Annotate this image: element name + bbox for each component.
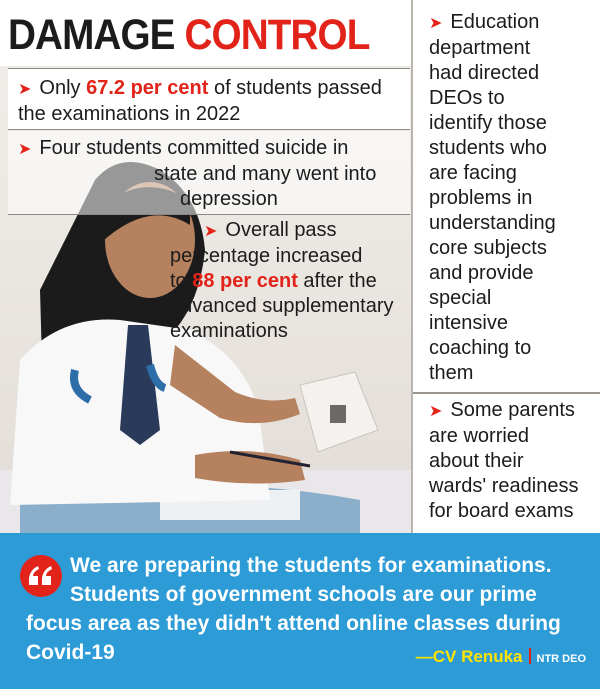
attribution xyxy=(416,647,586,667)
quote-line: Students of government schools are our prime xyxy=(70,583,537,606)
red-arrow-icon: ➤ xyxy=(18,81,32,98)
fact-line: identify those xyxy=(429,112,547,134)
fact-line: examinations xyxy=(170,320,288,342)
fact-line: coaching to xyxy=(429,337,532,359)
fact-line: wards' readiness xyxy=(429,475,579,497)
fact-line: depression xyxy=(180,188,278,210)
fact-text: to xyxy=(170,270,193,292)
fact-line: and provide xyxy=(429,262,534,284)
quote-line: Covid-19 xyxy=(26,641,115,664)
fact-line: problems in xyxy=(429,187,533,209)
fact-line: understanding xyxy=(429,212,556,234)
fact-highlight: 88 per cent xyxy=(192,270,298,292)
quote-line: focus area as they didn't attend online classes during xyxy=(26,612,561,635)
fact-line: Four students committed suicide in xyxy=(39,137,349,159)
divider xyxy=(413,392,600,394)
fact-text: Only xyxy=(39,77,87,99)
fact-line: state and many went into xyxy=(154,163,377,185)
fact-line: had directed xyxy=(429,62,540,84)
red-arrow-icon: ➤ xyxy=(429,403,443,420)
right-column xyxy=(411,0,600,533)
attribution-separator xyxy=(529,648,531,664)
fact-line: for board exams xyxy=(429,500,574,522)
fact-line: are facing xyxy=(429,162,517,184)
fact-line: Some parents xyxy=(450,399,575,421)
fact-line: students who xyxy=(429,137,547,159)
fact-text: after the xyxy=(297,270,377,292)
red-arrow-icon: ➤ xyxy=(18,141,32,158)
attribution-role: NTR DEO xyxy=(536,653,586,665)
fact-line: special xyxy=(429,287,492,309)
fact-text: of students passed the examinations in 2022 xyxy=(18,77,382,125)
fact-pass-rate xyxy=(8,68,410,130)
fact-line: intensive xyxy=(429,312,508,334)
fact-overall-pass xyxy=(160,216,410,344)
fact-highlight: 67.2 per cent xyxy=(86,77,209,99)
headline-word-2: CONTROL xyxy=(184,11,370,59)
fact-line: are worried xyxy=(429,425,530,447)
quote-line: We are preparing the students for examinations. xyxy=(70,554,552,577)
fact-education-department xyxy=(429,10,597,386)
attribution-name: —CV Renuka xyxy=(415,647,523,666)
fact-line: them xyxy=(429,362,474,384)
headline-word-1: DAMAGE xyxy=(8,11,175,59)
headline-box xyxy=(0,0,411,66)
fact-line: advanced supplementary xyxy=(170,295,394,317)
fact-parents-worried xyxy=(429,398,597,524)
fact-line: core subjects xyxy=(429,237,547,259)
fact-line: about their xyxy=(429,450,524,472)
fact-line: percentage increased xyxy=(170,245,363,267)
fact-line: DEOs to xyxy=(429,87,505,109)
fact-line: Education xyxy=(450,11,540,33)
quote-panel xyxy=(0,533,600,689)
fact-line: department xyxy=(429,37,531,59)
headline xyxy=(8,10,369,60)
fact-line: Overall pass xyxy=(225,219,337,241)
red-arrow-icon: ➤ xyxy=(204,223,218,240)
fact-suicides xyxy=(8,131,410,215)
red-arrow-icon: ➤ xyxy=(429,15,443,32)
